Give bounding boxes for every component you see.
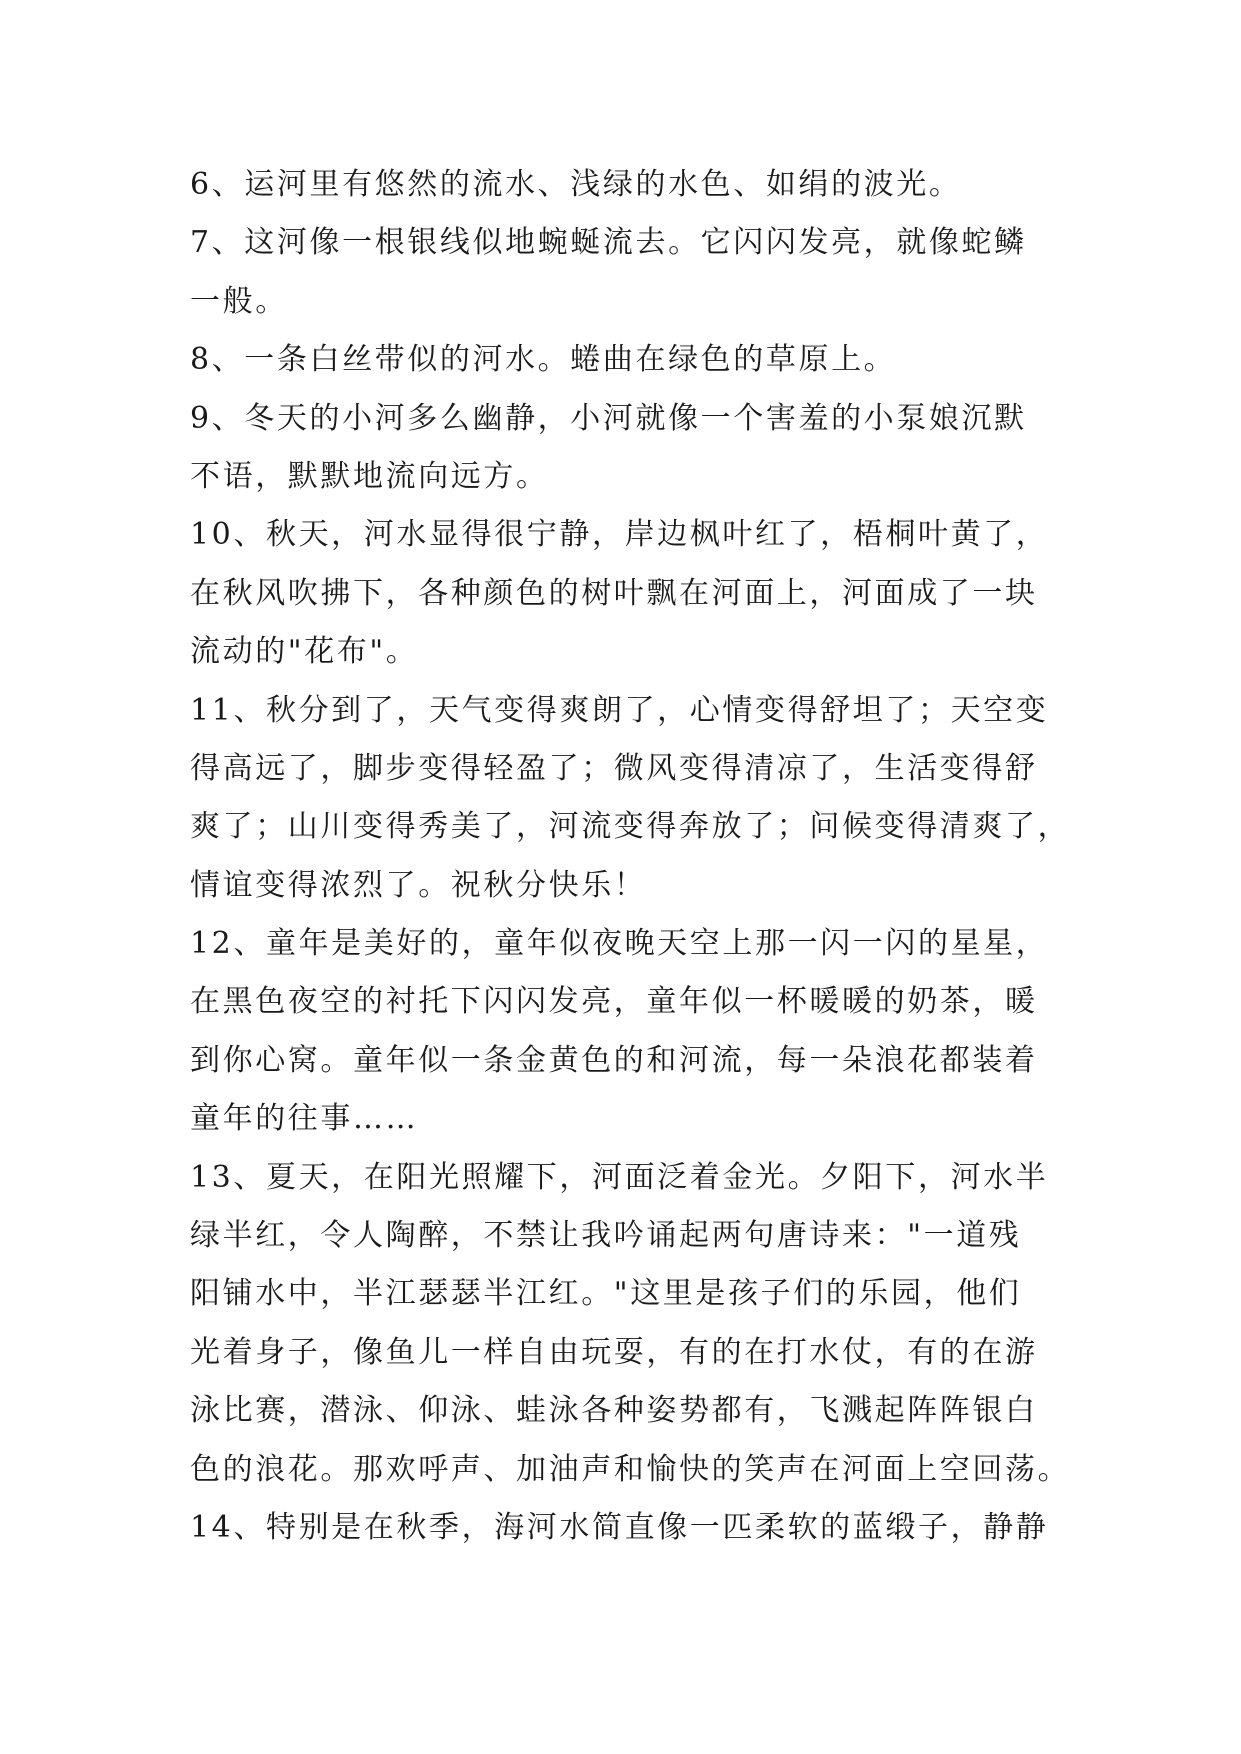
text-line: 绿半红，令人陶醉，不禁让我吟诵起两句唐诗来："一道残 — [190, 1218, 1022, 1254]
text-line: 13、夏天，在阳光照耀下，河面泛着金光。夕阳下，河水半 — [190, 1159, 1049, 1195]
text-line: 光着身子，像鱼儿一样自由玩耍，有的在打水仗，有的在游 — [190, 1334, 1038, 1370]
text-line: 流动的"花布"。 — [190, 634, 419, 670]
document-body — [190, 156, 1071, 1557]
text-line: 不语，默默地流向远方。 — [190, 458, 549, 494]
text-line: 情谊变得浓烈了。祝秋分快乐！ — [190, 867, 647, 903]
text-line: 在黑色夜空的衬托下闪闪发亮，童年似一杯暖暖的奶茶，暖 — [190, 984, 1038, 1020]
text-line: 得高远了，脚步变得轻盈了；微风变得清凉了，生活变得舒 — [190, 750, 1038, 786]
text-line: 到你心窝。童年似一条金黄色的和河流，每一朵浪花都装着 — [190, 1042, 1038, 1078]
text-line: 14、特别是在秋季，海河水简直像一匹柔软的蓝缎子，静静 — [190, 1509, 1049, 1545]
text-line: 爽了；山川变得秀美了，河流变得奔放了；问候变得清爽了， — [190, 809, 1071, 845]
text-line: 7、这河像一根银线似地蜿蜒流去。它闪闪发亮，就像蛇鳞 — [190, 225, 1027, 261]
text-line: 一般。 — [190, 283, 288, 319]
text-line: 8、一条白丝带似的河水。蜷曲在绿色的草原上。 — [190, 342, 897, 378]
text-line: 泳比赛，潜泳、仰泳、蛙泳各种姿势都有，飞溅起阵阵银白 — [190, 1393, 1038, 1429]
text-line: 11、秋分到了，天气变得爽朗了，心情变得舒坦了；天空变 — [190, 692, 1049, 728]
text-line: 9、冬天的小河多么幽静，小河就像一个害羞的小泵娘沉默 — [190, 400, 1027, 436]
text-line: 10、秋天，河水显得很宁静，岸边枫叶红了，梧桐叶黄了， — [190, 517, 1049, 553]
text-line: 童年的往事…… — [190, 1101, 419, 1137]
text-line: 阳铺水中，半江瑟瑟半江红。"这里是孩子们的乐园，他们 — [190, 1276, 1022, 1312]
text-line: 12、童年是美好的，童年似夜晚天空上那一闪一闪的星星， — [190, 926, 1049, 962]
text-line: 在秋风吹拂下，各种颜色的树叶飘在河面上，河面成了一块 — [190, 575, 1038, 611]
text-line: 色的浪花。那欢呼声、加油声和愉快的笑声在河面上空回荡。 — [190, 1451, 1071, 1487]
text-line: 6、运河里有悠然的流水、浅绿的水色、如绢的波光。 — [190, 167, 962, 202]
